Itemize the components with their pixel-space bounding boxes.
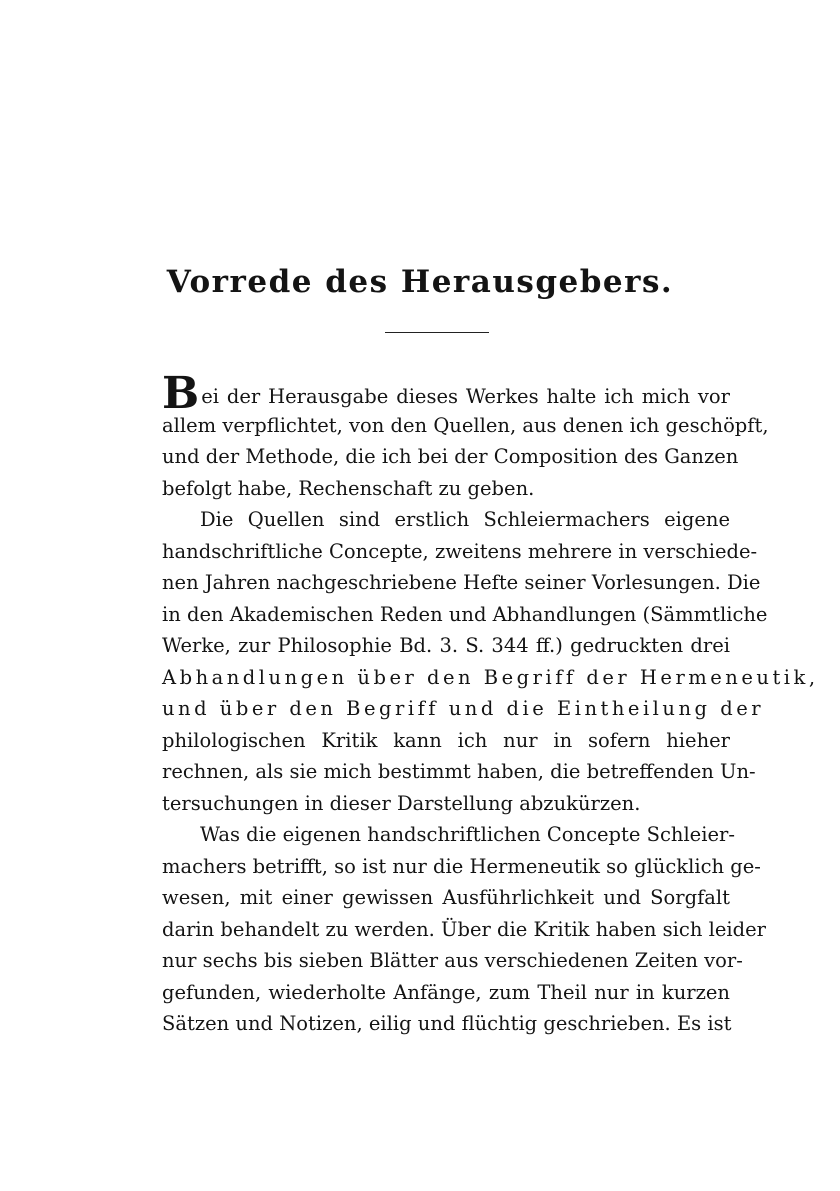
text-line: rechnen, als sie mich bestimmt haben, die betreffenden Un-: [162, 760, 756, 783]
text-line: nen Jahren nachgeschriebene Hefte seiner Vorlesungen. Die: [162, 571, 761, 594]
text-line: wesen, mit einer gewissen Ausführlichkeit und Sorgfalt: [162, 886, 730, 909]
text-line: befolgt habe, Rechenschaft zu geben.: [162, 476, 535, 500]
text-line: nur sechs bis sieben Blätter aus verschiedenen Zeiten vor-: [162, 949, 743, 972]
text-line: handschriftliche Concepte, zweitens mehrere in verschiede-: [162, 539, 758, 563]
text-line: gefunden, wiederholte Anfänge, zum Theil nur in kurzen: [162, 980, 730, 1004]
text-line: und der Methode, die ich bei der Composition des Ganzen: [162, 445, 739, 468]
title-divider: [385, 332, 489, 333]
drop-initial: B: [162, 368, 200, 419]
text-line: darin behandelt zu werden. Über die Kritik haben sich leider: [162, 917, 766, 941]
text-line: Abhandlungen über den Begriff der Hermeneutik,: [162, 665, 819, 689]
line-text: ei der Herausgabe dieses Werkes halte ich mich vor: [201, 385, 730, 408]
text-line: und über den Begriff und die Eintheilung der: [162, 697, 765, 720]
text-line: Werke, zur Philosophie Bd. 3. S. 344 ff.) gedruckten drei: [162, 634, 730, 657]
text-line: [162, 368, 730, 419]
text-line: Die Quellen sind erstlich Schleiermachers eigene: [200, 508, 730, 531]
text-line: in den Akademischen Reden und Abhandlungen (Sämmtliche: [162, 602, 768, 626]
body-text: [162, 368, 819, 1040]
text-line: Was die eigenen handschriftlichen Concepte Schleier-: [200, 823, 735, 846]
text-line: allem verpflichtet, von den Quellen, aus denen ich geschöpft,: [162, 413, 769, 437]
page-title: Vorrede des Herausgebers.: [166, 264, 674, 300]
text-line: Sätzen und Notizen, eilig und flüchtig geschrieben. Es ist: [162, 1012, 732, 1035]
text-line: tersuchungen in dieser Darstellung abzukürzen.: [162, 791, 641, 815]
text-line: machers betrifft, so ist nur die Hermeneutik so glücklich ge-: [162, 854, 761, 878]
text-line: philologischen Kritik kann ich nur in sofern hieher: [162, 728, 730, 752]
